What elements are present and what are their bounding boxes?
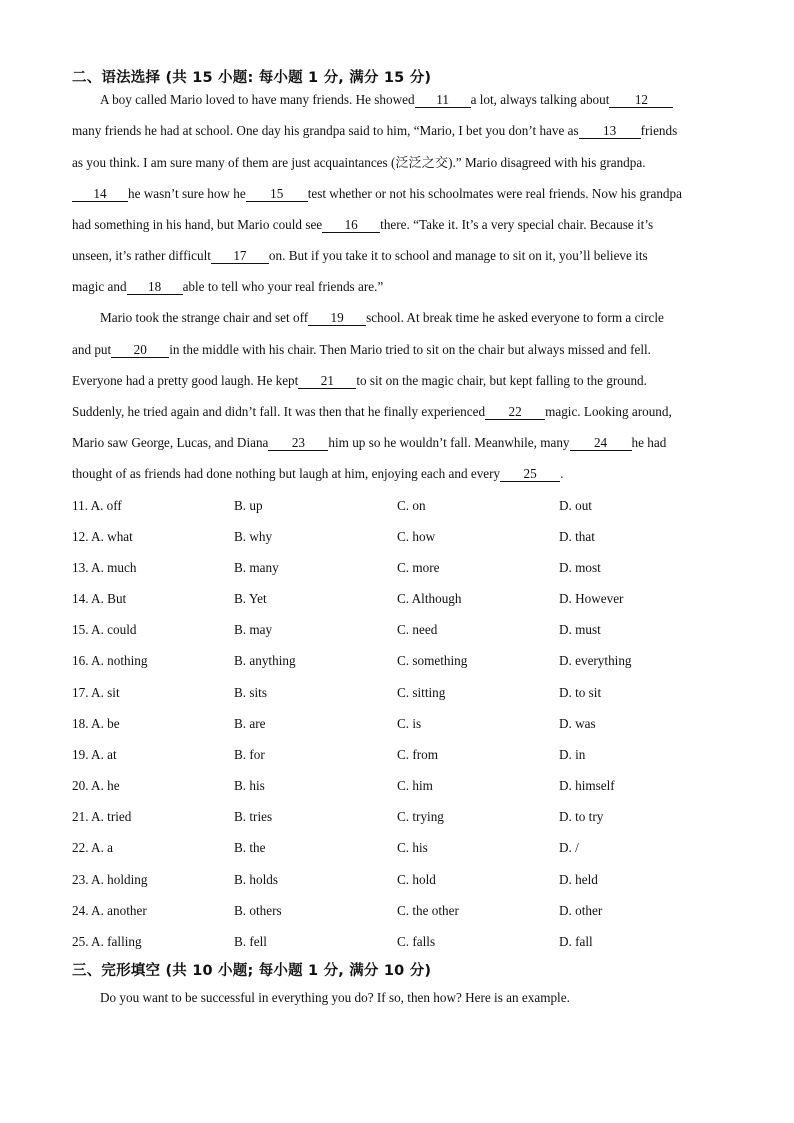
option-b[interactable]: B. sits	[234, 685, 267, 700]
option-d[interactable]: D. in	[559, 747, 586, 762]
option-a[interactable]: 16. A. nothing	[72, 653, 148, 668]
passage-line: Suddenly, he tried again and didn’t fall. It was then that he finally experienced 22 magic. Looking around,	[72, 404, 672, 419]
blank-23[interactable]: 23	[268, 436, 328, 451]
passage-line: Do you want to be successful in everything you do? If so, then how? Here is an example.	[100, 990, 570, 1005]
option-a[interactable]: 24. A. another	[72, 903, 147, 918]
option-c[interactable]: C. Although	[397, 591, 462, 606]
option-d[interactable]: D. other	[559, 903, 603, 918]
blank-14[interactable]: 14	[72, 187, 128, 202]
option-a[interactable]: 13. A. much	[72, 560, 137, 575]
option-b[interactable]: B. for	[234, 747, 265, 762]
option-d[interactable]: D. was	[559, 716, 596, 731]
passage-line: A boy called Mario loved to have many friends. He showed 11 a lot, always talking about 12	[100, 91, 673, 109]
blank-22[interactable]: 22	[485, 405, 545, 420]
option-d[interactable]: D. held	[559, 872, 598, 887]
option-c[interactable]: C. trying	[397, 809, 444, 824]
option-d[interactable]: D. fall	[559, 934, 593, 949]
option-c[interactable]: C. need	[397, 622, 438, 637]
section-3-title: 三、完形填空 (共 10 小题; 每小题 1 分, 满分 10 分)	[72, 963, 432, 979]
option-c[interactable]: C. from	[397, 747, 439, 762]
option-a[interactable]: 18. A. be	[72, 716, 120, 731]
option-d[interactable]: D. /	[559, 840, 579, 855]
option-b[interactable]: B. may	[234, 622, 273, 637]
passage-line: magic and 18 able to tell who your real friends are.”	[72, 279, 384, 294]
option-d[interactable]: D. However	[559, 591, 624, 606]
option-a[interactable]: 14. A. But	[72, 591, 127, 606]
passage-line: as you think. I am sure many of them are just acquaintances (泛泛之交).” Mario disagreed with his grandpa.	[72, 155, 646, 170]
option-a[interactable]: 20. A. he	[72, 778, 120, 793]
option-a[interactable]: 17. A. sit	[72, 685, 120, 700]
passage-line: and put 20 in the middle with his chair. Then Mario tried to sit on the chair but always missed and fell.	[72, 342, 651, 357]
blank-13[interactable]: 13	[579, 124, 641, 139]
blank-25[interactable]: 25	[500, 467, 560, 482]
option-b[interactable]: B. up	[234, 498, 263, 513]
option-b[interactable]: B. others	[234, 903, 282, 918]
option-d[interactable]: D. himself	[559, 778, 615, 793]
option-b[interactable]: B. many	[234, 560, 279, 575]
blank-15[interactable]: 15	[246, 187, 308, 202]
option-d[interactable]: D. that	[559, 529, 595, 544]
blank-11[interactable]: 11	[415, 93, 471, 108]
blank-21[interactable]: 21	[298, 374, 356, 389]
option-b[interactable]: B. tries	[234, 809, 273, 824]
passage-line: unseen, it’s rather difficult 17 on. But if you take it to school and manage to sit on it, you’ll believe its	[72, 248, 648, 263]
option-a[interactable]: 19. A. at	[72, 747, 117, 762]
option-c[interactable]: C. falls	[397, 934, 436, 949]
option-d[interactable]: D. to try	[559, 809, 604, 824]
option-c[interactable]: C. how	[397, 529, 436, 544]
option-b[interactable]: B. anything	[234, 653, 296, 668]
option-c[interactable]: C. hold	[397, 872, 436, 887]
option-a[interactable]: 15. A. could	[72, 622, 137, 637]
option-a[interactable]: 21. A. tried	[72, 809, 132, 824]
option-d[interactable]: D. everything	[559, 653, 632, 668]
option-c[interactable]: C. on	[397, 498, 426, 513]
passage-line: 14 he wasn’t sure how he 15 test whether or not his schoolmates were real friends. Now his grandpa	[72, 185, 682, 203]
blank-16[interactable]: 16	[322, 218, 380, 233]
option-d[interactable]: D. to sit	[559, 685, 602, 700]
option-b[interactable]: B. his	[234, 778, 265, 793]
option-b[interactable]: B. the	[234, 840, 266, 855]
option-a[interactable]: 12. A. what	[72, 529, 133, 544]
passage-line: had something in his hand, but Mario could see 16 there. “Take it. It’s a very special chair. Because it’s	[72, 217, 654, 232]
blank-20[interactable]: 20	[111, 343, 169, 358]
blank-18[interactable]: 18	[127, 280, 183, 295]
blank-19[interactable]: 19	[308, 311, 366, 326]
option-a[interactable]: 25. A. falling	[72, 934, 142, 949]
option-c[interactable]: C. is	[397, 716, 422, 731]
option-b[interactable]: B. are	[234, 716, 266, 731]
option-c[interactable]: C. sitting	[397, 685, 446, 700]
passage-line: Everyone had a pretty good laugh. He kept 21 to sit on the magic chair, but kept falling to the ground.	[72, 373, 647, 388]
blank-24[interactable]: 24	[570, 436, 632, 451]
option-c[interactable]: C. the other	[397, 903, 459, 918]
option-d[interactable]: D. most	[559, 560, 601, 575]
option-d[interactable]: D. out	[559, 498, 592, 513]
option-b[interactable]: B. holds	[234, 872, 278, 887]
option-a[interactable]: 22. A. a	[72, 840, 114, 855]
option-a[interactable]: 23. A. holding	[72, 872, 148, 887]
option-d[interactable]: D. must	[559, 622, 601, 637]
passage-line: Mario took the strange chair and set off 19 school. At break time he asked everyone to form a circle	[100, 310, 664, 325]
option-a[interactable]: 11. A. off	[72, 498, 122, 513]
option-c[interactable]: C. him	[397, 778, 433, 793]
option-c[interactable]: C. more	[397, 560, 440, 575]
passage-line: Mario saw George, Lucas, and Diana 23 him up so he wouldn’t fall. Meanwhile, many 24 he had	[72, 435, 667, 450]
passage-line: many friends he had at school. One day his grandpa said to him, “Mario, I bet you don’t have as 13 friends	[72, 123, 678, 138]
section-2-title: 二、语法选择 (共 15 小题: 每小题 1 分, 满分 15 分)	[72, 70, 432, 86]
option-b[interactable]: B. fell	[234, 934, 267, 949]
passage-line: thought of as friends had done nothing but laugh at him, enjoying each and every 25 .	[72, 466, 564, 481]
blank-17[interactable]: 17	[211, 249, 269, 264]
option-c[interactable]: C. something	[397, 653, 468, 668]
blank-12[interactable]: 12	[609, 93, 673, 108]
option-b[interactable]: B. why	[234, 529, 273, 544]
option-c[interactable]: C. his	[397, 840, 428, 855]
option-b[interactable]: B. Yet	[234, 591, 267, 606]
